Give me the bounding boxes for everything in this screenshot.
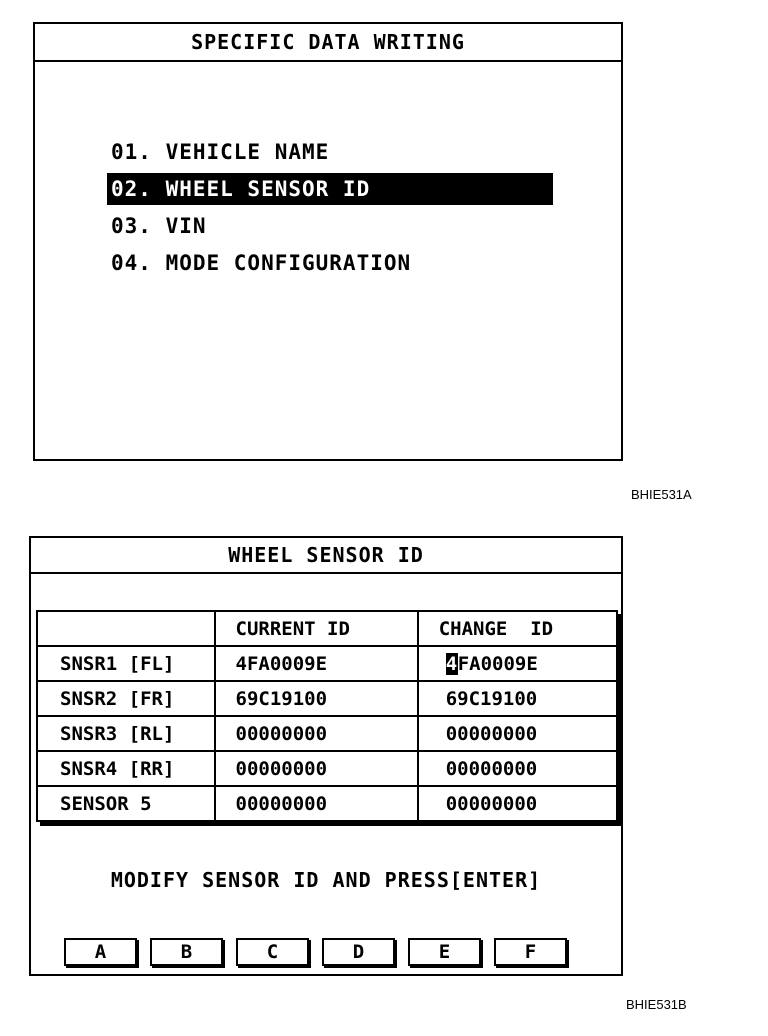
specific-data-writing-screen (33, 22, 623, 461)
function-key-f[interactable]: F (494, 938, 567, 966)
change-id-input[interactable]: 00000000 (418, 786, 617, 821)
change-id-input[interactable] (418, 646, 617, 681)
function-key-b[interactable]: B (150, 938, 223, 966)
wheel-sensor-id-screen (29, 536, 623, 976)
header-blank (37, 611, 215, 646)
table-row (37, 786, 617, 821)
sensor-label: SNSR4 [RR] (37, 751, 215, 786)
change-id-input[interactable]: 69C19100 (418, 681, 617, 716)
table-row (37, 751, 617, 786)
screen-title: WHEEL SENSOR ID (31, 538, 621, 574)
table-row (37, 716, 617, 751)
function-key-c[interactable]: C (236, 938, 309, 966)
current-id-value: 00000000 (215, 786, 418, 821)
sensor-label: SNSR1 [FL] (37, 646, 215, 681)
function-key-a[interactable]: A (64, 938, 137, 966)
current-id-value: 00000000 (215, 716, 418, 751)
figure-caption-b: BHIE531B (626, 997, 687, 1012)
function-key-d[interactable]: D (322, 938, 395, 966)
current-id-value: 69C19100 (215, 681, 418, 716)
table-row (37, 681, 617, 716)
sensor-label: SNSR2 [FR] (37, 681, 215, 716)
menu-item-mode-configuration[interactable]: 04. MODE CONFIGURATION (111, 251, 412, 275)
header-change-id: CHANGE ID (418, 611, 617, 646)
table-header-row (37, 611, 617, 646)
menu-item-wheel-sensor-id[interactable]: 02. WHEEL SENSOR ID (107, 173, 553, 205)
change-id-input[interactable]: 00000000 (418, 751, 617, 786)
sensor-label: SENSOR 5 (37, 786, 215, 821)
function-key-bar (64, 938, 567, 966)
text-cursor: 4 (445, 652, 458, 675)
figure-caption-a: BHIE531A (631, 487, 692, 502)
sensor-label: SNSR3 [RL] (37, 716, 215, 751)
change-id-value: FA0009E (457, 652, 538, 675)
menu-item-vin[interactable]: 03. VIN (111, 214, 207, 238)
sensor-id-table (36, 610, 618, 822)
screen-title: SPECIFIC DATA WRITING (35, 24, 621, 62)
data-writing-menu (107, 134, 553, 282)
header-current-id: CURRENT ID (215, 611, 418, 646)
menu-item-vehicle-name[interactable]: 01. VEHICLE NAME (111, 140, 330, 164)
function-key-e[interactable]: E (408, 938, 481, 966)
change-id-input[interactable]: 00000000 (418, 716, 617, 751)
instruction-text: MODIFY SENSOR ID AND PRESS[ENTER] (110, 868, 542, 892)
current-id-value: 00000000 (215, 751, 418, 786)
table-row (37, 646, 617, 681)
current-id-value: 4FA0009E (215, 646, 418, 681)
